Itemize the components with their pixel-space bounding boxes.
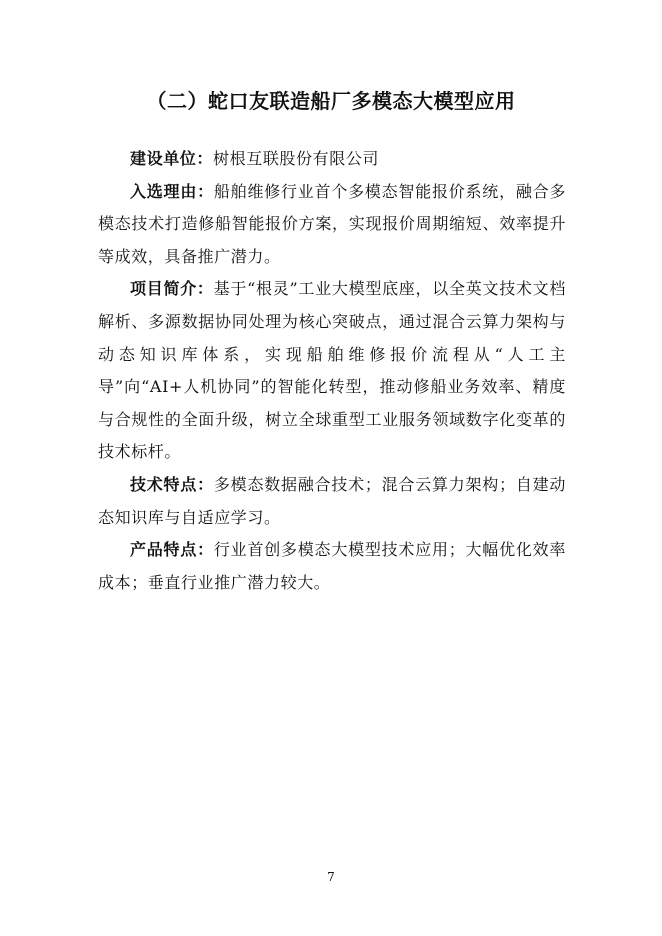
page-number: 7	[327, 870, 335, 884]
text-product-features: 行业首创多模态大模型技术应用；大幅优化效率成本；垂直行业推广潜力较大。	[98, 540, 566, 592]
label-construction-unit: 建设单位：	[130, 149, 214, 168]
label-tech-features: 技术特点：	[130, 474, 214, 494]
paragraph-tech-features	[98, 469, 566, 534]
label-selection-reason: 入选理由：	[130, 181, 214, 201]
text-project-intro: 基于“根灵”工业大模型底座，以全英文技术文档解析、多源数据协同处理为核心突破点，通过混合云算力架构与动态知识库体系，实现船舶维修报价流程从“人工主导”向“AI+人机协同”的智能化转型，推动修船业务效率、精度与合规性的全面升级，树立全球重型工业服务领域数字化变革的技术标杆。	[98, 279, 566, 462]
paragraph-selection-reason	[98, 176, 566, 274]
paragraph-product-features	[98, 534, 566, 599]
text-construction-unit: 树根互联股份有限公司	[213, 149, 380, 168]
paragraph-project-intro	[98, 273, 566, 469]
paragraph-construction-unit	[98, 143, 566, 176]
label-product-features: 产品特点：	[130, 540, 214, 560]
label-project-intro: 项目简介：	[130, 279, 214, 299]
text-tech-features: 多模态数据融合技术；混合云算力架构；自建动态知识库与自适应学习。	[98, 474, 566, 527]
text-selection-reason: 船舶维修行业首个多模态智能报价系统，融合多模态技术打造修船智能报价方案，实现报价周期缩短、效率提升等成效，具备推广潜力。	[98, 181, 566, 266]
section-title: （二）蛇口友联造船厂多模态大模型应用	[146, 89, 516, 113]
document-body	[98, 143, 566, 599]
